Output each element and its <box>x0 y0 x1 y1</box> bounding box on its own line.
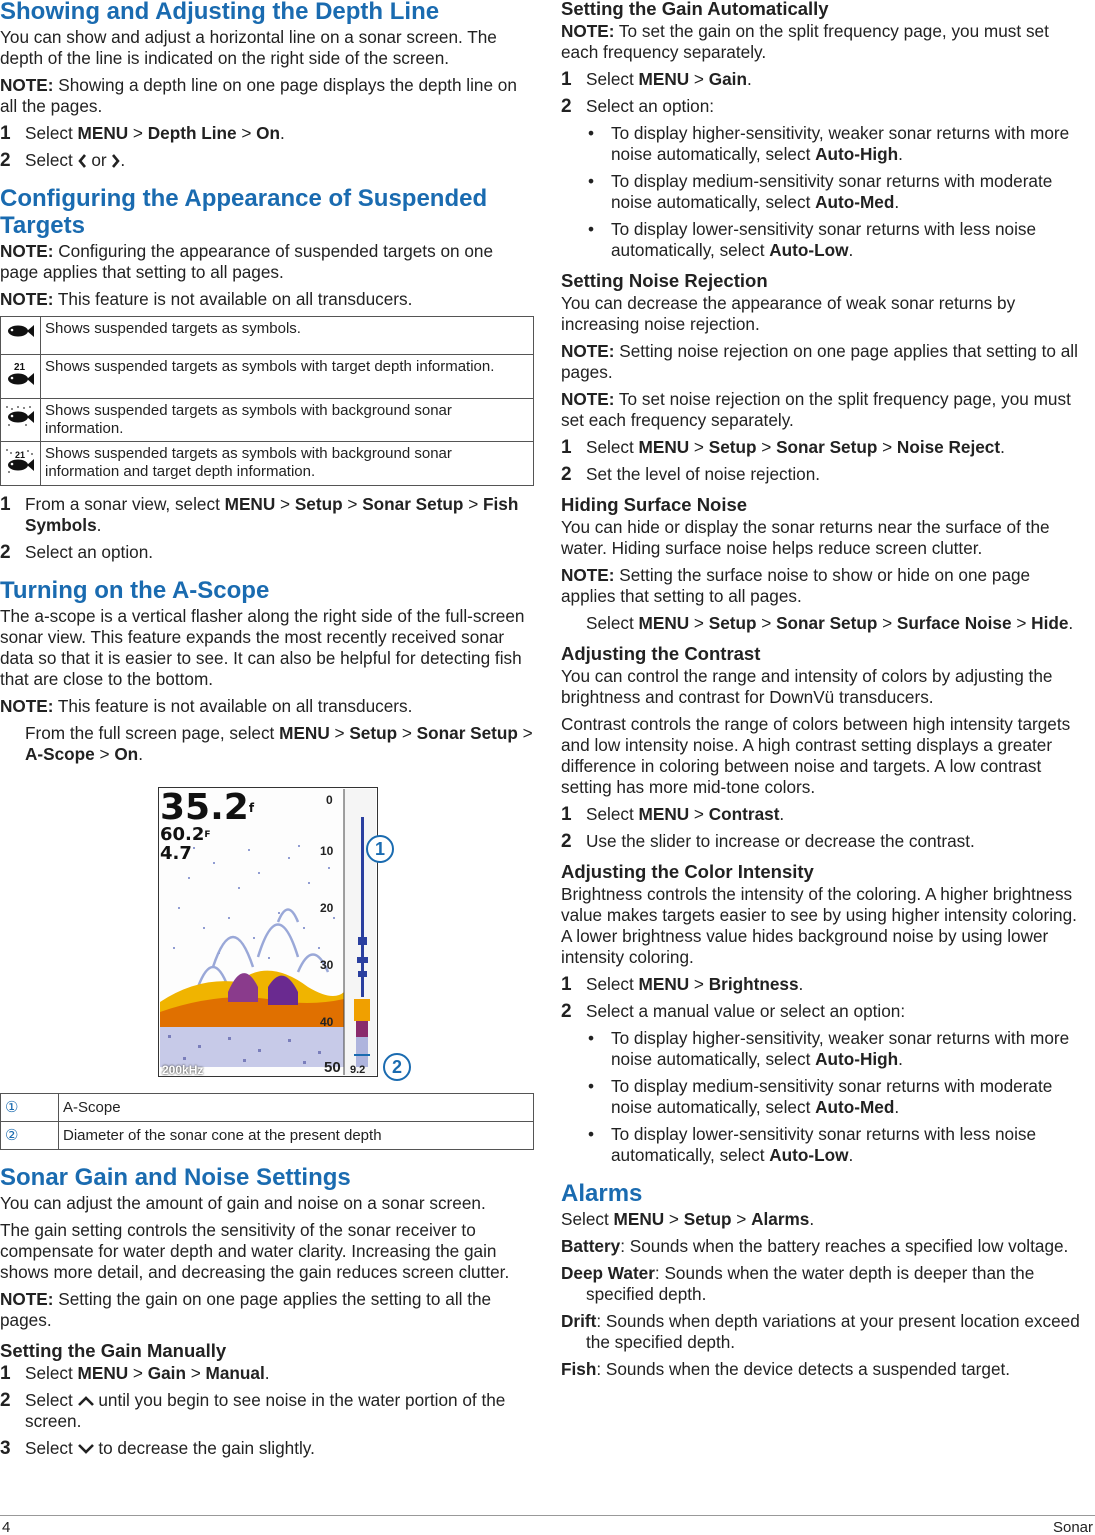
page-number: 4 <box>2 1519 11 1535</box>
chevron-up-icon <box>78 1396 94 1406</box>
step-2: 2 Set the level of noise rejection. <box>561 464 821 485</box>
table-row <box>1 355 534 399</box>
step-1: 1 Select MENU > Depth Line > On. <box>0 123 285 144</box>
page-footer <box>0 1515 1095 1535</box>
speed-readout: 4.7 <box>160 843 192 864</box>
table-row <box>1 1094 534 1122</box>
cone-diameter-label: 9.2 <box>350 1064 366 1076</box>
left-column <box>0 0 534 1465</box>
step-2: 2 Select a manual value or select an option: <box>561 1001 906 1022</box>
sonar-screenshot-figure <box>158 787 418 1079</box>
definition-fish: Fish: Sounds when the device detects a suspended target. <box>561 1359 1011 1379</box>
note: NOTE: Showing a depth line on one page displays the depth line on all the pages. <box>0 75 517 116</box>
figure-legend-table <box>0 1093 534 1150</box>
table-row <box>1 1122 534 1150</box>
callout-1: 1 <box>366 835 394 863</box>
definition-battery: Battery: Sounds when the battery reaches a specified low voltage. <box>561 1236 1069 1256</box>
heading-alarms: Alarms <box>561 1180 643 1207</box>
subheading-gain-manual: Setting the Gain Manually <box>0 1340 227 1361</box>
right-column <box>561 0 1085 1386</box>
heading-a-scope: Turning on the A-Scope <box>0 577 270 604</box>
fish-symbol-table <box>0 316 534 486</box>
legend-marker: ② <box>1 1122 59 1150</box>
table-row <box>1 317 534 355</box>
depth-scale-20: 20 <box>320 901 334 915</box>
legend-marker: ① <box>1 1094 59 1122</box>
note: NOTE: To set the gain on the split frequency page, you must set each frequency separately. <box>561 21 1049 62</box>
paragraph: You can hide or display the sonar returns near the surface of the water. Hiding surface noise helps reduce screen clutter. <box>561 517 1050 558</box>
note: NOTE: This feature is not available on all transducers. <box>0 696 413 716</box>
step-1: 1 Select MENU > Brightness. <box>561 974 804 995</box>
chevron-down-icon <box>78 1444 94 1454</box>
note: NOTE: Setting the surface noise to show or hide on one page applies that setting to all pages. <box>561 565 1031 606</box>
definition-drift: Drift: Sounds when depth variations at your present location exceed the specified depth. <box>561 1311 1080 1352</box>
note: NOTE: Setting the gain on one page applies the setting to all the pages. <box>0 1289 492 1330</box>
depth-scale-40: 40 <box>320 1015 334 1029</box>
table-row <box>1 442 534 486</box>
table-cell: Shows suspended targets as symbols with target depth information. <box>41 355 534 399</box>
table-row <box>1 399 534 442</box>
step-2: 2 Select or . <box>0 150 126 171</box>
paragraph: You can decrease the appearance of weak sonar returns by increasing noise rejection. <box>561 293 1016 334</box>
note: NOTE: This feature is not available on all transducers. <box>0 289 413 309</box>
depth-scale-0: 0 <box>326 793 333 807</box>
svg-text:21: 21 <box>14 362 26 373</box>
note: NOTE: Setting noise rejection on one page applies that setting to all pages. <box>561 341 1078 382</box>
step-1: 1 From a sonar view, select MENU > Setup > Sonar Setup > Fish Symbols. <box>0 494 519 535</box>
list-item: • To display medium-sensitivity sonar returns with moderate noise automatically, select Auto-Med. <box>588 1076 1053 1117</box>
heading-depth-line: Showing and Adjusting the Depth Line <box>0 0 440 25</box>
table-cell: Shows suspended targets as symbols with background sonar information and target depth information. <box>41 442 534 486</box>
list-item: • To display higher-sensitivity, weaker sonar returns with more noise automatically, select Auto-High. <box>588 1028 1070 1069</box>
step-3: 3 Select to decrease the gain slightly. <box>0 1438 315 1459</box>
note: NOTE: To set noise rejection on the split frequency page, you must set each frequency separately. <box>561 389 1071 430</box>
bottom-depth-label: 50 <box>324 1059 341 1076</box>
step: Select MENU > Setup > Sonar Setup > Surface Noise > Hide. <box>586 613 1074 633</box>
fish-sonar-symbol-icon <box>1 399 41 442</box>
frequency-label: 200kHz <box>162 1063 204 1077</box>
table-cell: A-Scope <box>59 1094 534 1122</box>
table-cell: Shows suspended targets as symbols. <box>41 317 534 355</box>
list-item: • To display medium-sensitivity sonar returns with moderate noise automatically, select Auto-Med. <box>588 171 1053 212</box>
step-2: 2 Select an option: <box>561 96 715 117</box>
step-2: 2 Use the slider to increase or decrease the contrast. <box>561 831 975 852</box>
list-item: • To display higher-sensitivity, weaker sonar returns with more noise automatically, select Auto-High. <box>588 123 1070 164</box>
paragraph: You can adjust the amount of gain and noise on a sonar screen. <box>0 1193 486 1213</box>
fish-depth-symbol-icon <box>1 355 41 399</box>
table-cell: Diameter of the sonar cone at the present depth <box>59 1122 534 1150</box>
step-2: 2 Select until you begin to see noise in the water portion of the screen. <box>0 1390 506 1431</box>
paragraph: Select MENU > Setup > Alarms. <box>561 1209 815 1229</box>
fish-symbol-icon <box>1 317 41 355</box>
depth-scale-10: 10 <box>320 844 334 858</box>
paragraph: Contrast controls the range of colors between high intensity targets and low intensity noise. A high contrast setting displays a greater difference in coloring between noise and targets. A low contrast setting has more mid-tone colors. <box>561 714 1071 797</box>
subheading-color-intensity: Adjusting the Color Intensity <box>561 861 814 882</box>
subheading-contrast: Adjusting the Contrast <box>561 643 761 664</box>
definition-deep-water: Deep Water: Sounds when the water depth is deeper than the specified depth. <box>561 1263 1035 1304</box>
table-cell: Shows suspended targets as symbols with background sonar information. <box>41 399 534 442</box>
subheading-gain-auto: Setting the Gain Automatically <box>561 0 829 19</box>
depth-readout: 35.2$^f$ <box>160 787 255 828</box>
depth-scale-30: 30 <box>320 958 334 972</box>
subheading-noise-rejection: Setting Noise Rejection <box>561 270 768 291</box>
paragraph: The gain setting controls the sensitivity of the sonar receiver to compensate for water depth and water clarity. Increasing the gain shows more detail, and decreasing the gain reduces screen clutter. <box>0 1220 510 1282</box>
step-1: 1 Select MENU > Gain > Manual. <box>0 1363 270 1384</box>
paragraph: Brightness controls the intensity of the coloring. A higher brightness value makes targets easier to see by using higher intensity coloring. A lower brightness value hides background noise by using lower intensity coloring. <box>561 884 1077 967</box>
step-2: 2 Select an option. <box>0 542 154 563</box>
svg-text:21: 21 <box>15 450 26 460</box>
temperature-readout: $60.2^F$ <box>160 824 211 845</box>
chevron-left-icon <box>78 154 87 168</box>
step-1: 1 Select MENU > Gain. <box>561 69 752 90</box>
step-1: 1 Select MENU > Setup > Sonar Setup > Noise Reject. <box>561 437 1005 458</box>
paragraph: You can control the range and intensity of colors by adjusting the brightness and contrast for DownVü transducers. <box>561 666 1053 707</box>
heading-suspended-targets: Configuring the Appearance of Suspended Targets <box>0 185 488 239</box>
heading-gain-noise: Sonar Gain and Noise Settings <box>0 1164 351 1191</box>
paragraph: You can show and adjust a horizontal line on a sonar screen. The depth of the line is indicated on the right side of the screen. <box>0 27 497 68</box>
list-item: • To display lower-sensitivity sonar returns with less noise automatically, select Auto-Low. <box>588 219 1037 260</box>
section-name: Sonar <box>1052 1519 1093 1535</box>
note: NOTE: Configuring the appearance of suspended targets on one page applies that setting to all pages. <box>0 241 494 282</box>
step-1: 1 Select MENU > Contrast. <box>561 804 785 825</box>
paragraph: The a-scope is a vertical flasher along the right side of the full-screen sonar view. This feature expands the most recently received sonar data so that it is easier to see. It can also be helpful for detecting fish that are close to the bottom. <box>0 606 525 689</box>
list-item: • To display lower-sensitivity sonar returns with less noise automatically, select Auto-Low. <box>588 1124 1037 1165</box>
fish-sonar-depth-symbol-icon <box>1 442 41 486</box>
step: From the full screen page, select MENU > Setup > Sonar Setup > A-Scope > On. <box>25 723 533 764</box>
subheading-surface-noise: Hiding Surface Noise <box>561 494 748 515</box>
callout-2: 2 <box>383 1053 411 1081</box>
